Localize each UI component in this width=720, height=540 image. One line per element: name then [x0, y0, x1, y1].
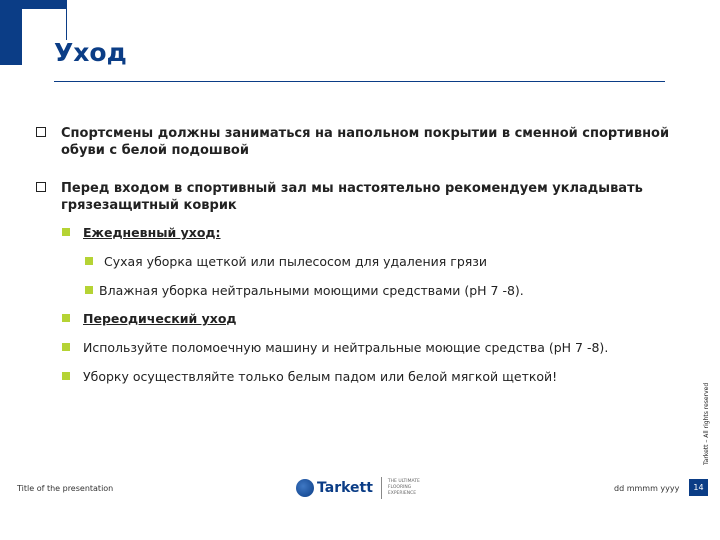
corner-decoration-line: [66, 0, 67, 40]
copyright-note: Tarkett – All rights reserved: [703, 382, 710, 465]
green-square-bullet-icon: [62, 372, 70, 380]
periodic-care-item: Уборку осуществляйте только белым падом или белой мягкой щеткой!: [83, 369, 558, 384]
green-square-bullet-icon: [62, 314, 70, 322]
green-square-bullet-icon: [62, 228, 70, 236]
title-divider: [54, 81, 665, 82]
tarkett-globe-icon: [296, 479, 314, 497]
tarkett-logo: [296, 477, 438, 499]
corner-decoration-top: [22, 0, 67, 9]
bullet-text: Спортсмены должны заниматься на напольном покрытии в сменной спортивной обуви с белой подошвой: [61, 126, 670, 158]
green-square-bullet-icon: [85, 286, 93, 294]
presentation-title: Title of the presentation: [17, 484, 114, 493]
logo-separator: [381, 477, 382, 499]
checkbox-bullet-icon: [36, 127, 46, 137]
logo-tagline: THE ULTIMATE FLOORING EXPERIENCE: [387, 479, 420, 496]
bullet-text: Перед входом в спортивный зал мы настоятельно рекомендуем укладывать грязезащитный коврик: [61, 181, 643, 213]
footer-date: dd mmmm yyyy: [614, 484, 680, 493]
slide-title: Уход: [54, 38, 127, 67]
daily-care-heading: Ежедневный уход:: [83, 225, 221, 240]
green-square-bullet-icon: [62, 343, 70, 351]
page-number: 14: [689, 479, 708, 496]
checkbox-bullet-icon: [36, 182, 46, 192]
green-square-bullet-icon: [85, 257, 93, 265]
periodic-care-item: Используйте поломоечную машину и нейтральные моющие средства (рН 7 -8).: [83, 340, 609, 355]
periodic-care-heading: Переодический уход: [83, 311, 237, 326]
daily-care-item: Влажная уборка нейтральными моющими средствами (рН 7 -8).: [99, 283, 524, 298]
corner-decoration: [0, 0, 22, 65]
logo-wordmark: Tarkett: [317, 480, 373, 496]
daily-care-item: Сухая уборка щеткой или пылесосом для удаления грязи: [104, 254, 488, 269]
